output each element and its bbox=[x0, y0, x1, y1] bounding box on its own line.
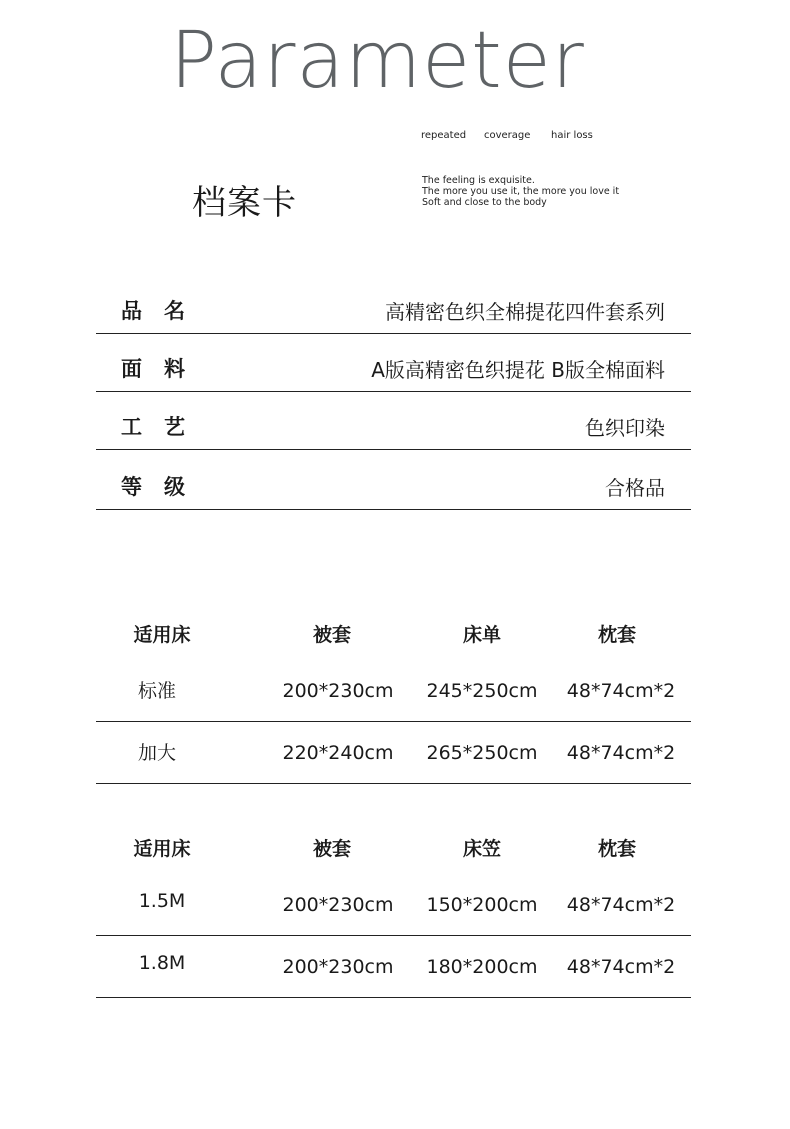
table-cell: 265*250cm bbox=[426, 742, 538, 764]
table-cell: 48*74cm*2 bbox=[566, 956, 676, 978]
tagline bbox=[422, 175, 619, 208]
spec-row-grade bbox=[96, 452, 691, 510]
table-cell: 245*250cm bbox=[426, 680, 538, 702]
table-cell: 1.5M bbox=[138, 890, 186, 912]
table-cell: 1.8M bbox=[138, 952, 186, 974]
spec-label: 等级 bbox=[121, 475, 207, 499]
column-header: 被套 bbox=[312, 624, 352, 646]
tagline-line: The feeling is exquisite. bbox=[422, 175, 535, 186]
spec-label: 面料 bbox=[121, 357, 207, 381]
spec-value: 合格品 bbox=[605, 476, 665, 500]
spec-row-fabric bbox=[96, 334, 691, 392]
tagline-line: The more you use it, the more you love it bbox=[422, 186, 620, 197]
card-title: 档案卡 bbox=[192, 183, 297, 223]
column-header: 适用床 bbox=[133, 624, 191, 646]
column-header: 适用床 bbox=[133, 838, 191, 860]
table-cell: 48*74cm*2 bbox=[566, 894, 676, 916]
page-title: Parameter bbox=[170, 16, 585, 106]
table-cell: 180*200cm bbox=[426, 956, 538, 978]
column-header: 被套 bbox=[312, 838, 352, 860]
table-cell: 标准 bbox=[137, 680, 177, 702]
tag-repeated: repeated bbox=[421, 130, 467, 141]
table-cell: 150*200cm bbox=[426, 894, 538, 916]
table-cell: 48*74cm*2 bbox=[566, 742, 676, 764]
table-header bbox=[96, 598, 691, 660]
column-header: 枕套 bbox=[597, 624, 637, 646]
column-header: 床单 bbox=[462, 624, 502, 646]
column-header: 枕套 bbox=[597, 838, 637, 860]
size-table-sheet bbox=[96, 598, 691, 784]
spec-label: 品名 bbox=[121, 299, 207, 323]
table-cell: 220*240cm bbox=[282, 742, 394, 764]
spec-row-craft bbox=[96, 392, 691, 450]
spec-row-product-name bbox=[96, 276, 691, 334]
spec-value: 色织印染 bbox=[585, 416, 665, 440]
table-cell: 200*230cm bbox=[282, 680, 394, 702]
tag-hair-loss: hair loss bbox=[551, 130, 593, 141]
table-header bbox=[96, 812, 691, 874]
spec-label: 工艺 bbox=[121, 415, 207, 439]
table-row bbox=[96, 660, 691, 722]
table-cell: 200*230cm bbox=[282, 894, 394, 916]
column-header: 床笠 bbox=[462, 838, 502, 860]
table-cell: 加大 bbox=[137, 742, 177, 764]
table-row bbox=[96, 722, 691, 784]
table-cell: 48*74cm*2 bbox=[566, 680, 676, 702]
table-cell: 200*230cm bbox=[282, 956, 394, 978]
spec-value: A版高精密色织提花 B版全棉面料 bbox=[371, 358, 665, 382]
table-row bbox=[96, 874, 691, 936]
tag-coverage: coverage bbox=[484, 130, 531, 141]
tagline-line: Soft and close to the body bbox=[422, 197, 547, 208]
table-row bbox=[96, 936, 691, 998]
size-table-fitted-sheet bbox=[96, 812, 691, 998]
spec-value: 高精密色织全棉提花四件套系列 bbox=[385, 300, 665, 324]
